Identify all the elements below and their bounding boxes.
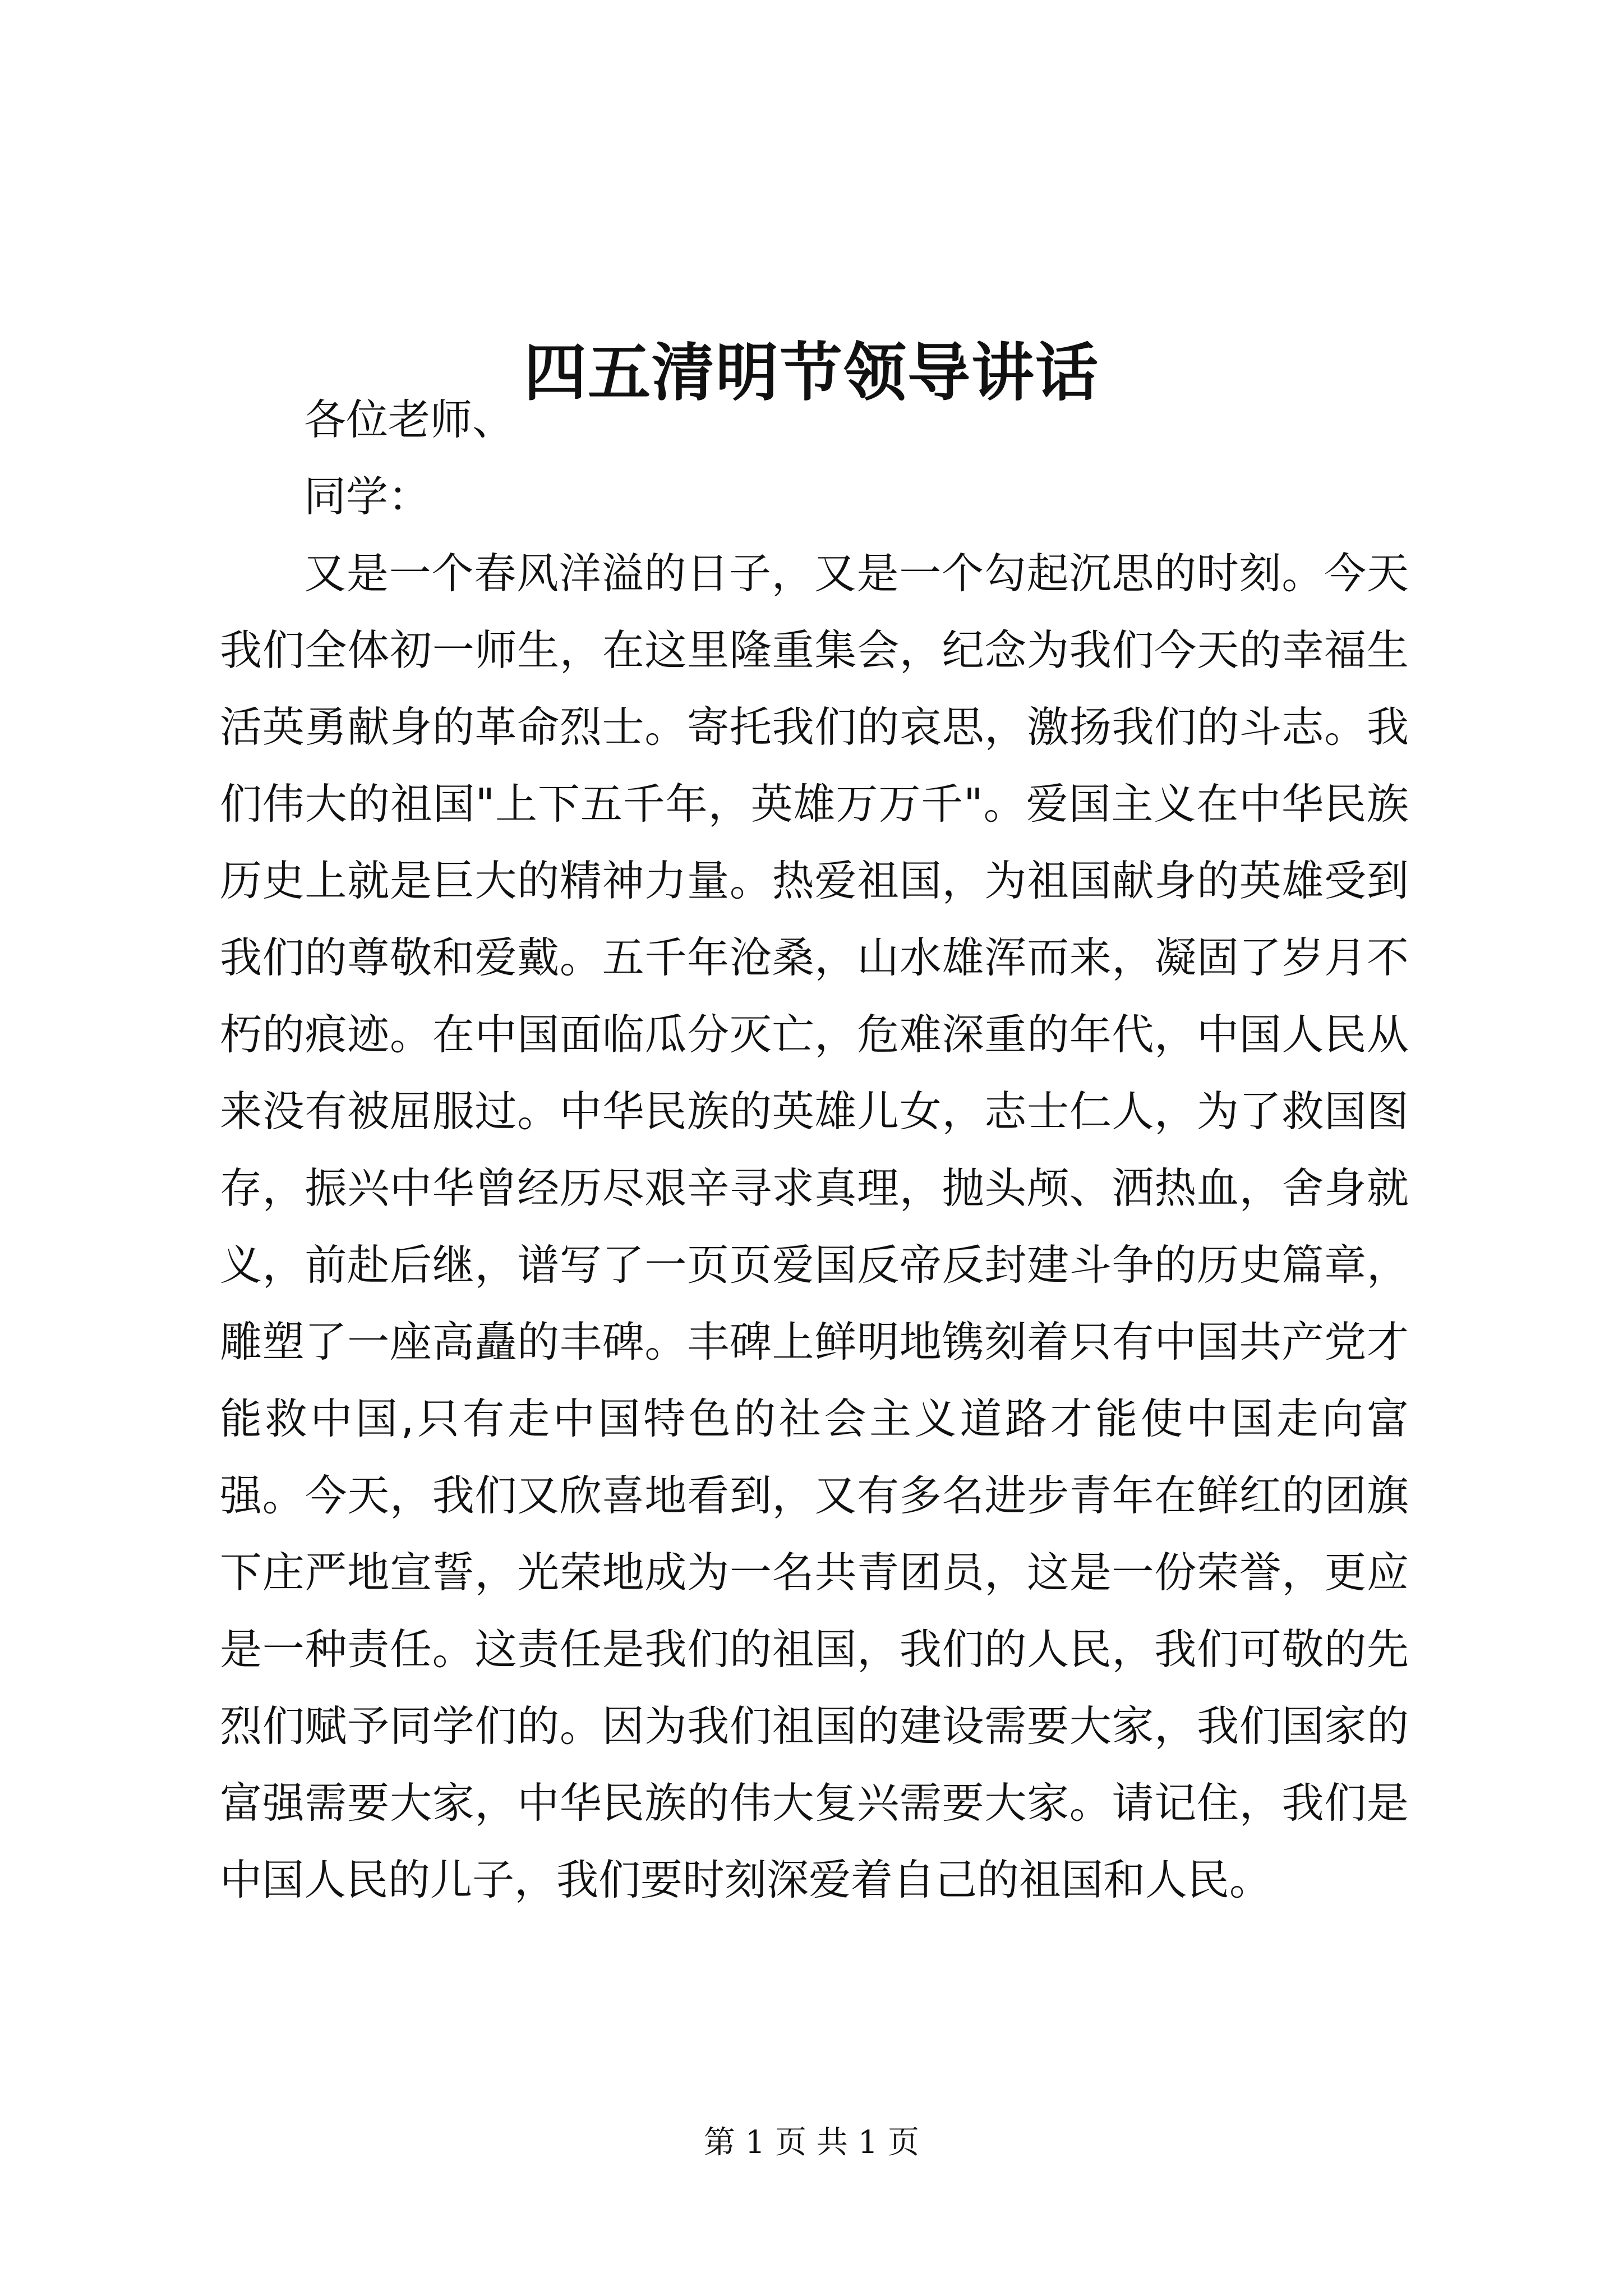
document-title: 四五清明节领导讲话 (524, 336, 1099, 410)
salutation-teachers: 各位老师、 (304, 395, 515, 444)
speech-body: 又是一个春风洋溢的日子，又是一个勾起沉思的时刻。今天我们全体初一师生，在这里隆重集会，纪念为我们今天的幸福生活英勇献身的革命烈士。寄托我们的哀思，激扬我们的斗志。我们伟大的祖国"上下五千年，英雄万万千"。爱国主义在中华民族历史上就是巨大的精神力量。热爱祖国，为祖国献身的英雄受到我们的尊敬和爱戴。五千年沧桑，山水雄浑而来，凝固了岁月不朽的痕迹。在中国面临瓜分灭亡，危难深重的年代，中国人民从来没有被屈服过。中华民族的英雄儿女，志士仁人，为了救国图存，振兴中华曾经历尽艰辛寻求真理，抛头颅、洒热血，舍身就义，前赴后继，谱写了一页页爱国反帝反封建斗争的历史篇章，雕塑了一座高矗的丰碑。丰碑上鲜明地镌刻着只有中国共产党才能救中国,只有走中国特色的社会主义道路才能使中国走向富强。今天，我们又欣喜地看到，又有多名进步青年在鲜红的团旗下庄严地宣誓，光荣地成为一名共青团员，这是一份荣誉，更应是一种责任。这责任是我们的祖国，我们的人民，我们可敬的先烈们赋予同学们的。因为我们祖国的建设需要大家，我们国家的富强需要大家，中华民族的伟大复兴需要大家。请记住，我们是中国人民的儿子，我们要时刻深爱着自己的祖国和人民。 (220, 549, 1409, 1904)
salutation-students: 同学： (304, 472, 431, 521)
document-content (220, 381, 1409, 1918)
page-footer: 第 1 页 共 1 页 (703, 2124, 920, 2161)
